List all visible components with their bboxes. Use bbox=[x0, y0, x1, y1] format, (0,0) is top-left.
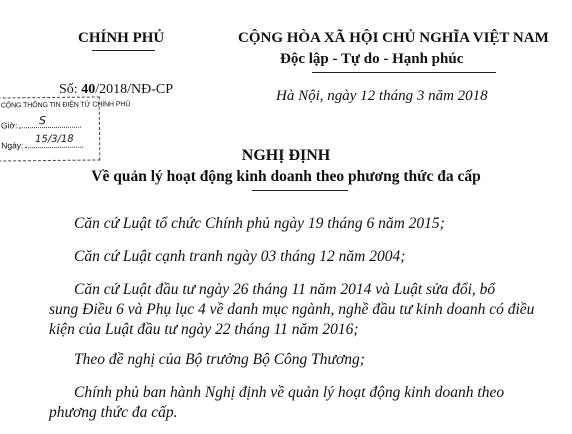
stamp-date-label: Ngày: bbox=[1, 140, 24, 151]
stamp-header: CỔNG THÔNG TIN ĐIỆN TỬ CHÍNH PHỦ bbox=[0, 101, 131, 110]
motto-underline bbox=[312, 72, 496, 73]
national-motto: Độc lập - Tự do - Hạnh phúc bbox=[280, 51, 464, 67]
document-number bbox=[59, 82, 173, 98]
nation-title: CỘNG HÒA XÃ HỘI CHỦ NGHĨA VIỆT NAM bbox=[238, 30, 549, 46]
legal-basis-1-text: Căn cứ Luật tổ chức Chính phủ ngày 19 tháng 6 năm 2015; bbox=[74, 215, 445, 232]
legal-basis-3-line-1: Căn cứ Luật đầu tư ngày 26 tháng 11 năm 2014 và Luật sửa đổi, bổ bbox=[74, 281, 496, 298]
legal-basis-3-line-2: sung Điều 6 và Phụ lục 4 về danh mục ngành, nghề đầu tư kinh doanh có điều bbox=[49, 301, 535, 318]
legal-basis-3-line-3: kiện của Luật đầu tư ngày 22 tháng 11 năm 2016; bbox=[49, 321, 359, 338]
place-and-date: Hà Nội, ngày 12 tháng 3 năm 2018 bbox=[276, 88, 488, 104]
issuing-agency: CHÍNH PHỦ bbox=[78, 30, 165, 46]
enactment-clause-line-2: phương thức đa cấp. bbox=[49, 404, 178, 421]
subject-underline bbox=[252, 190, 348, 191]
legal-basis-2 bbox=[0, 247, 572, 267]
document-number-prefix: Số: bbox=[59, 82, 82, 97]
agency-underline bbox=[92, 50, 155, 51]
document-number-value: 40 bbox=[81, 82, 96, 97]
enactment-clause bbox=[0, 383, 572, 423]
document-number-suffix: /2018/NĐ-CP bbox=[95, 82, 173, 97]
legal-basis-2-text: Căn cứ Luật cạnh tranh ngày 03 tháng 12 năm 2004; bbox=[74, 248, 406, 265]
stamp-time-dots bbox=[19, 127, 81, 129]
stamp-time-handwritten: S bbox=[38, 114, 46, 128]
legal-basis-3 bbox=[0, 280, 572, 340]
document-subject: Về quản lý hoạt động kinh doanh theo phương thức đa cấp bbox=[91, 168, 481, 185]
proposal-basis bbox=[0, 350, 572, 370]
legal-basis-1 bbox=[0, 214, 572, 234]
stamp-time-label: Giờ: bbox=[0, 120, 18, 131]
enactment-clause-line-1: Chính phủ ban hành Nghị định về quản lý hoạt động kinh doanh theo bbox=[74, 384, 505, 401]
stamp-date-handwritten: 15/3/18 bbox=[35, 133, 74, 146]
document-type: NGHỊ ĐỊNH bbox=[241, 147, 331, 164]
proposal-basis-text: Theo đề nghị của Bộ trưởng Bộ Công Thương; bbox=[74, 351, 365, 368]
